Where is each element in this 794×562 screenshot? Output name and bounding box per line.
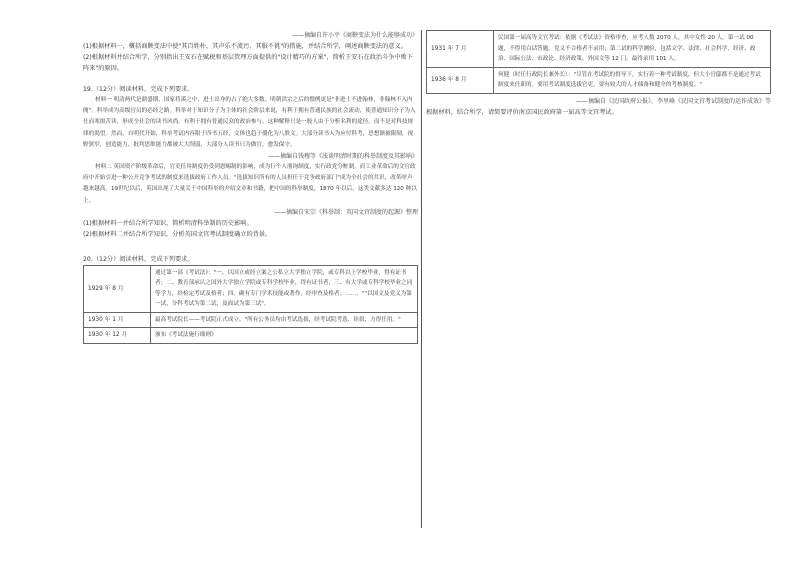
table-date-cell: 1930 年 1 月 [84, 312, 151, 328]
source-citation: ——摘编自许小平《商鞅变法为什么能够成功》 [291, 32, 418, 39]
table-row [427, 67, 771, 93]
source-citation: ——摘编自《民国政府公报》、李里峰《民国文官考试制度的运作成效》等 [575, 97, 771, 105]
source-citation: ——摘编自钱穆等《浅谈明清时期的科举制度及其影响》 [267, 153, 418, 161]
table-row [84, 328, 418, 344]
question-part: 根据材料，结合所学，请简要评价南京国民政府第一届高等文官考试。 [426, 108, 618, 116]
source-citation: ——摘编自宋宗《科举制：英国文官制度的起源》整理 [273, 208, 418, 216]
table-date-cell: 1931 年 7 月 [427, 31, 494, 68]
table-content-cell: 何健（时任行政院长兼外长）："尽管在考试院的督导下，实行着一种考试制度，但大小官邸都不是通过考试制度来任职的。要用考试制度选拔官吏，要有较大的人才储备和健全的考核制度。" [494, 67, 771, 93]
table-content-cell: 通过第一部《考试法》："一、以国立或经立案之公私立大学独立学院，或专科以上学校毕业，得有证书者；二、教育部承认之国外大学独立学院或专科学校毕业，得有证书者；三、有大学或专科学校毕业之同等学力，经检定考试及格者；四、确有专门学术技能或著作，经审查及格者；……。""以国文及党义为第一试，分科考试为第二试，及面试为第三试"。 [151, 265, 418, 312]
question-part: (1)根据材料一，概括商鞅变法中使"其百姓朴，其声乐不流污，其服不佻"的措施，并结合所学，阐述商鞅变法的意义。 [83, 43, 407, 50]
question-part: (2)根据材料二并结合所学知识，分析英国文官考试制度确立的背景。 [83, 230, 272, 238]
material-text: 材料一 明清两代是鼎盛期，国家将溪之中，进士出身的占了绝大多数。明朝洪宗之后的惯例更是"非进士不进翰林，非翰林不入内阁"。科举成为高级官员的必经之路。科举对于知识分子为主体的社会阶层来说，有利于拥有普通民族的社会流动，使普通知识分子为入仕而寒窗苦读，形成全社会的读书风尚，有利于拥有普通民众的政治参与。这种解释只是一般人由于分析名利的途径，而不是对科技规律的渴望。然而，自明代开始，科举考试内容限于四书五经，文体也趋于僵化为八股文。大部分读书人为应付科考，思想渐被限制，视野狭窄，创造能力、批判思维能力都被大大削弱，大部分人读书只为做官，愈发保守。 [83, 97, 416, 148]
question-heading: 19.（12分）阅读材料，完成下列要求。 [83, 86, 194, 93]
table-date-cell: 1936 年 8 月 [427, 67, 494, 93]
table-content-cell: 民国第一届高等文官考试：依据《考试法》资格审查，应考人数 2070 人，其中女性 20 人。第一试 00 题，不得用白话答题。党义不合格者不录用；第二试的科学测验，包括文学、法律、社会科学、经济、政治、国际公法、市政论、经济政策、外国文等 12 门。最终录用 101 人。 [494, 31, 771, 68]
table-content-cell: 最高考试院长——考试院正式成立。"所有公务员均由考试选拔，经考试院考选、铨叙，方得任用。" [151, 312, 418, 328]
material-text: 材料二 英国资产阶级革命后，官吏任用制度仍受到恩赐制的影响，成为行个人朋询制度，实行政党分赃制，而工业革命后的文官政府中开始引进一种公开竞争考试的制度来选拔政府工作人员。"选拔知识所有的人员担任于竞争政府部门"成为全社会的共识，改革呼声越来越高。19世纪以后，英国出现了大量关于中国科举的介绍文章和书籍，把中国的科举制度，1870 年以后，这类文献多达 120 种以上。 [83, 164, 417, 204]
question-part: (2)根据材料并结合所学，分别指出王安石在赋税和基层管理方面提供的"设计精巧的方案"，简析王安石在政治斗争中败下阵来"的原因。 [83, 54, 414, 72]
question-part: (1)根据材料一并结合所学知识，简析明清科举制的历史影响。 [83, 219, 253, 227]
table-date-cell: 1929 年 8 月 [84, 265, 151, 312]
right-column [426, 30, 771, 118]
left-column [83, 30, 418, 344]
table-content-cell: 颁布《考试法施行细则》 [151, 328, 418, 344]
material-table [426, 30, 771, 94]
table-row [84, 312, 418, 328]
table-date-cell: 1930 年 12 月 [84, 328, 151, 344]
question-heading: 20.（12分）阅读材料，完成下列要求。 [83, 255, 194, 263]
table-row [84, 265, 418, 312]
column-divider [421, 30, 422, 528]
material-table [83, 265, 418, 344]
table-row [427, 31, 771, 68]
